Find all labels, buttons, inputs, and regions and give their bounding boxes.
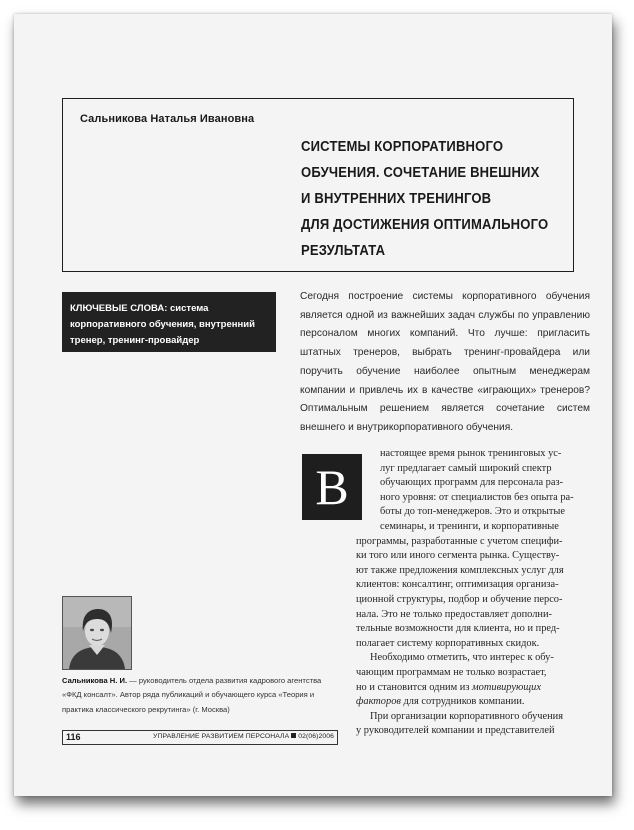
body-line: обучающих программ для персонала раз- (380, 477, 564, 489)
body-line: настоящее время рынок тренинговых ус- (380, 448, 562, 459)
body-line: полагает систему корпоративных скидок. (356, 637, 540, 649)
body-line (356, 681, 588, 696)
title-line: СИСТЕМЫ КОРПОРАТИВНОГО (301, 139, 504, 155)
journal-name: УПРАВЛЕНИЕ РАЗВИТИЕМ ПЕРСОНАЛА (153, 733, 290, 740)
article-body (356, 447, 588, 739)
title-line: ОБУЧЕНИЯ. СОЧЕТАНИЕ ВНЕШНИХ (301, 165, 540, 181)
body-line: нала. Это не только предоставляет дополни- (356, 608, 552, 620)
body-line (356, 695, 588, 710)
emphasis-text: факторов (356, 696, 401, 708)
body-line: луг предлагает самый широкий спектр (380, 462, 552, 474)
title-line: ДЛЯ ДОСТИЖЕНИЯ ОПТИМАЛЬНОГО (301, 217, 549, 233)
issue-number: 02(06)2006 (298, 733, 334, 740)
body-line: чающим программам не только возрастает, (356, 666, 547, 678)
body-line-part: для сотрудников компании. (403, 696, 525, 708)
magazine-page (14, 14, 612, 796)
body-line: ного уровня: от специалистов без опыта ра- (380, 491, 574, 503)
body-line: ки того или иного сегмента рынка. Существу- (356, 550, 560, 562)
article-abstract: Сегодня построение системы корпоративного обучения является одной из важнейших задач службы по управлению персоналом многих компаний. Что лучше: пригласить штатных тренеров, выбрать тренинг-провайдера или поручить обучение наиболее опытным менеджерам компании и привлечь их в качестве «играющих» тренеров? Оптимальным решением является сочетание систем внешнего и внутрикорпоративного обучения. (300, 291, 590, 433)
body-line: боты до топ-менеджеров. Это и открытые (380, 506, 565, 518)
author-photo (62, 596, 132, 670)
author-portrait-image (63, 597, 131, 669)
body-line: ционной структуры, подбор и обучение персо- (356, 593, 563, 605)
title-line: РЕЗУЛЬТАТА (301, 243, 386, 259)
journal-info (153, 733, 334, 740)
title-line: И ВНУТРЕННИХ ТРЕНИНГОВ (301, 191, 492, 207)
body-line: При организации корпоративного обучения (370, 710, 564, 722)
article-title (301, 134, 571, 264)
keywords-text: КЛЮЧЕВЫЕ СЛОВА: система корпоративного обучения, внутренний тренер, тренинг-провайдер (70, 303, 255, 346)
body-line: программы, разработанные с учетом специфи- (356, 535, 563, 547)
page-number: 116 (66, 732, 81, 742)
body-line: Необходимо отметить, что интерес к обу- (370, 652, 554, 664)
article-header (62, 98, 574, 272)
page-footer (62, 730, 338, 745)
body-line: тельные возможности для клиента, но и пред- (356, 623, 560, 635)
bio-text: — руководитель отдела развития кадрового агентства «ФКД консалт». Автор ряда публикаций и обучающего курса «Теория и практика классического рекрутинга» (г. Москва) (62, 676, 322, 714)
author-bio (62, 674, 342, 717)
emphasis-text: мотивирующих (472, 681, 541, 693)
keywords-box (62, 292, 276, 352)
author-name: Сальникова Наталья Ивановна (80, 113, 255, 125)
body-line-part: но и становится одним из (356, 681, 470, 693)
drop-cap: В (302, 454, 362, 520)
body-line: у руководителей компании и представителей (356, 725, 555, 737)
body-line: ют также предложения комплексных услуг для (356, 564, 564, 576)
bio-name: Сальникова Н. И. (62, 676, 128, 685)
body-line: семинары, и тренинги, и корпоративные (380, 520, 559, 532)
body-line: клиентов: консалтинг, оптимизация организа- (356, 579, 559, 591)
square-bullet-icon (291, 733, 296, 738)
